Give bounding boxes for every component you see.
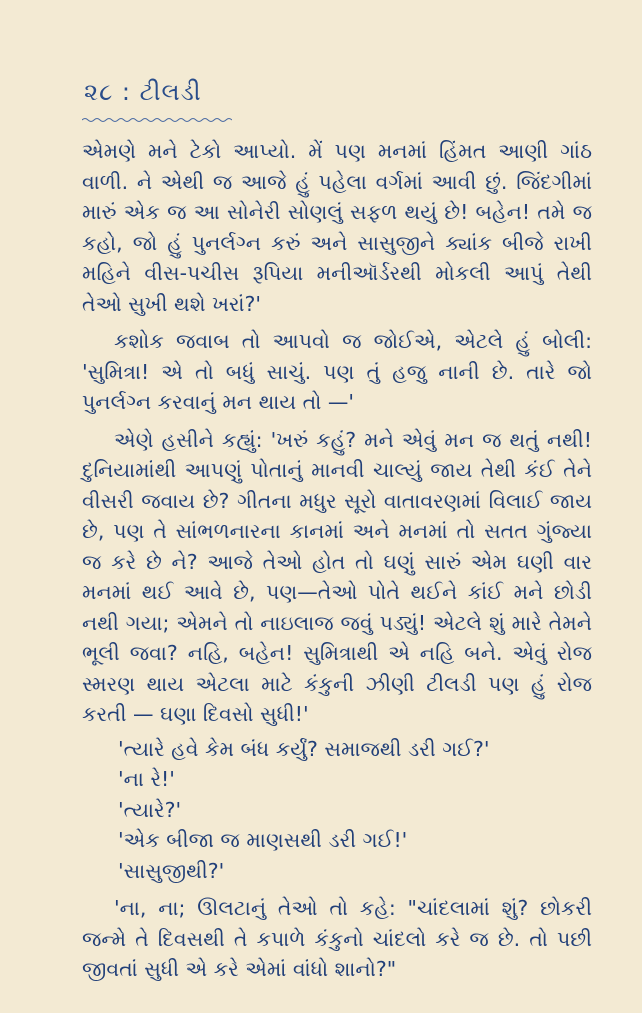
page-title: ૨૮ : ટીલડી bbox=[84, 78, 202, 106]
dialog-line-2: 'ના રે!' bbox=[118, 767, 175, 791]
page-header bbox=[84, 78, 202, 106]
paragraph-2: કશોક જવાબ તો આપવો જ જોઈએ, એટલે હું બોલી: 'સુમિત્રા! એ તો બધું સાચું. પણ તું હજુ નાની છે. તારે જો પુનર્લગ્ન કરવાનું મન થાય તો —' bbox=[82, 329, 592, 414]
dialog-line-5: 'સાસુજીથી?' bbox=[118, 858, 225, 883]
header-underline-ornament bbox=[82, 116, 232, 124]
paragraph-1: એમણે મને ટેકો આપ્યો. મેં પણ મનમાં હિંમત આણી ગાંઠ વાળી. ને એથી જ આજે હું પહેલા વર્ગમાં આવી છું. જિંદગીમાં મારું એક જ આ સોનેરી સોણલું સફળ થયું છે! બહેન! તમે જ કહો, જો હું પુનર્લગ્ન કરું અને સાસુજીને ક્યાંક બીજે રાખી મહિને વીસ-પચીસ રૂપિયા મનીઑર્ડરથી મોકલી આપું તેથી તેઓ સુખી થશે ખરાં?' bbox=[82, 139, 592, 316]
dialog-line-1: 'ત્યારે હવે કેમ બંધ કર્યું? સમાજથી ડરી ગઈ?' bbox=[118, 736, 490, 761]
body-text bbox=[82, 136, 592, 985]
final-paragraph: 'ના, ના; ઊલટાનું તેઓ તો કહે: "ચાંદલામાં શું? છોકરી જન્મે તે દિવસથી તે કપાળે કંકુનો ચાંદલો કરે જ છે. તો પછી જીવતાં સુધી એ કરે એમાં વાંધો શાનો?" bbox=[82, 896, 592, 981]
paragraph-3: એણે હસીને કહ્યું: 'ખરું કહું? મને એવું મન જ થતું નથી! દુનિયામાંથી આપણું પોતાનું માનવી ચાલ્યું જાય તેથી કંઈ તેને વીસરી જવાય છે? ગીતના મધુર સૂરો વાતાવરણમાં વિલાઈ જાય છે, પણ તે સાંભળનારના કાનમાં અને મનમાં તો સતત ગુંજ્યા જ કરે છે ને? આજે તેઓ હોત તો ઘણું સારું એમ ઘણી વાર મનમાં થઈ આવે છે, પણ—તેઓ પોતે થઈને કાંઈ મને છોડી નથી ગયા; એમને તો નાઇલાજ જવું પડ્યું! એટલે શું મારે તેમને ભૂલી જવા? નહિ, બહેન! સુમિત્રાથી એ નહિ બને. એવું રોજ સ્મરણ થાય એટલા માટે કંકુની ઝીણી ટીલડી પણ હું રોજ કરતી — ઘણા દિવસો સુધી!' bbox=[82, 427, 592, 726]
dialog-line-3: 'ત્યારે?' bbox=[118, 797, 182, 822]
dialog-line-4: 'એક બીજા જ માણસથી ડરી ગઈ!' bbox=[118, 828, 408, 852]
